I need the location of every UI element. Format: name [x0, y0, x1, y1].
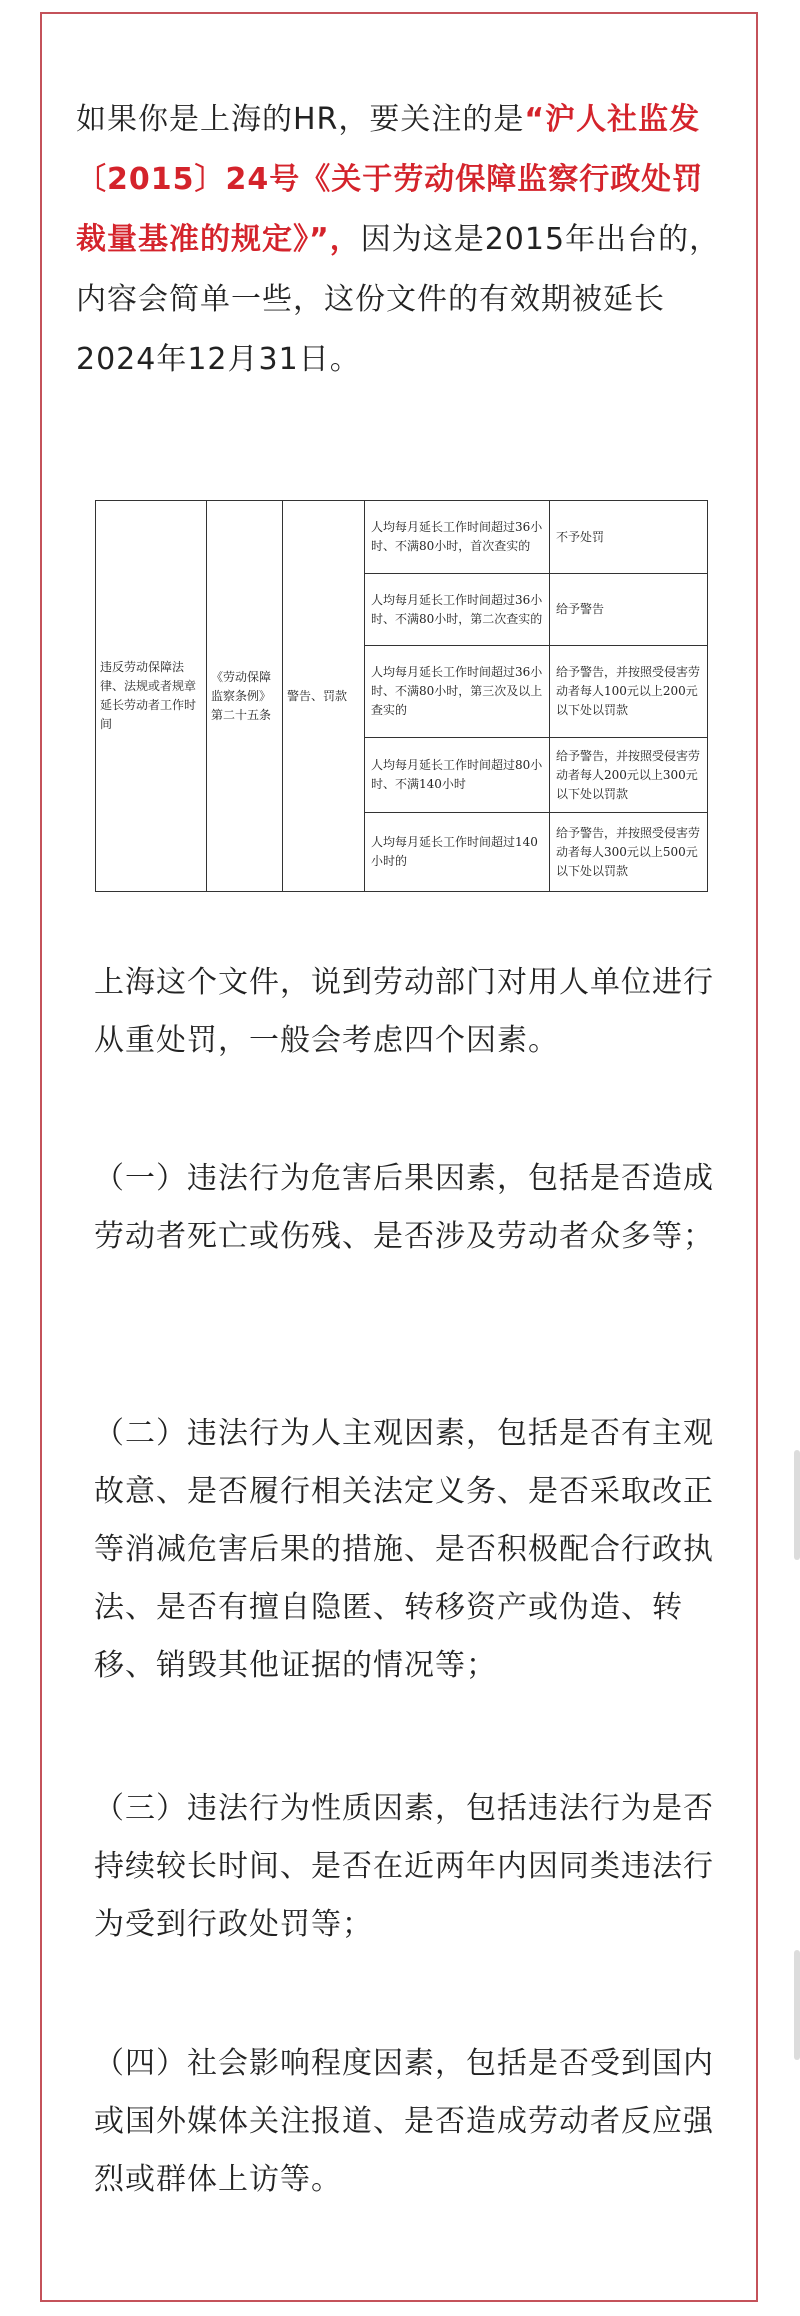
intro-text-before: 如果你是上海的HR，要关注的是	[76, 102, 525, 137]
result-cell: 给予警告，并按照受侵害劳动者每人200元以上300元以下处以罚款	[550, 738, 708, 813]
scroll-indicator	[794, 1950, 800, 2060]
legal-basis-cell: 《劳动保障监察条例》第二十五条	[207, 501, 283, 892]
result-cell: 不予处罚	[550, 501, 708, 574]
table-row	[96, 501, 708, 574]
regulation-title-highlight: “沪人社监发〔2015〕24号《关于劳动保障监察行政处罚裁量基准的规定》”，	[76, 102, 704, 257]
penalty-table-image	[95, 500, 707, 891]
condition-cell: 人均每月延长工作时间超过80小时、不满140小时	[365, 738, 550, 813]
factor-paragraph-1: （一）违法行为危害后果因素，包括是否造成劳动者死亡或伤残、是否涉及劳动者众多等；	[94, 1161, 714, 1254]
scroll-indicator	[794, 1450, 800, 1560]
result-cell: 给予警告	[550, 574, 708, 646]
summary-paragraph: 上海这个文件，说到劳动部门对用人单位进行从重处罚，一般会考虑四个因素。	[94, 965, 714, 1058]
intro-text-after: 因为这是2015年出台的，内容会简单一些，这份文件的有效期被延长2024年12月31日。	[76, 222, 721, 377]
result-cell: 给予警告，并按照受侵害劳动者每人300元以上500元以下处以罚款	[550, 813, 708, 892]
condition-cell: 人均每月延长工作时间超过36小时、不满80小时，第二次查实的	[365, 574, 550, 646]
result-cell: 给予警告，并按照受侵害劳动者每人100元以上200元以下处以罚款	[550, 646, 708, 738]
penalty-type-cell: 警告、罚款	[283, 501, 365, 892]
violation-cell: 违反劳动保障法律、法规或者规章延长劳动者工作时间	[96, 501, 207, 892]
factor-paragraph-4: （四）社会影响程度因素，包括是否受到国内或国外媒体关注报道、是否造成劳动者反应强烈或群体上访等。	[94, 2046, 714, 2197]
factor-paragraph-2: （二）违法行为人主观因素，包括是否有主观故意、是否履行相关法定义务、是否采取改正等消减危害后果的措施、是否积极配合行政执法、是否有擅自隐匿、转移资产或伪造、转移、销毁其他证据的情况等；	[94, 1416, 714, 1683]
penalty-standard-table	[95, 500, 708, 892]
condition-cell: 人均每月延长工作时间超过36小时、不满80小时，第三次及以上查实的	[365, 646, 550, 738]
intro-paragraph	[76, 90, 726, 390]
condition-cell: 人均每月延长工作时间超过36小时、不满80小时，首次查实的	[365, 501, 550, 574]
factor-paragraph-3: （三）违法行为性质因素，包括违法行为是否持续较长时间、是否在近两年内因同类违法行为受到行政处罚等；	[94, 1791, 714, 1942]
condition-cell: 人均每月延长工作时间超过140小时的	[365, 813, 550, 892]
